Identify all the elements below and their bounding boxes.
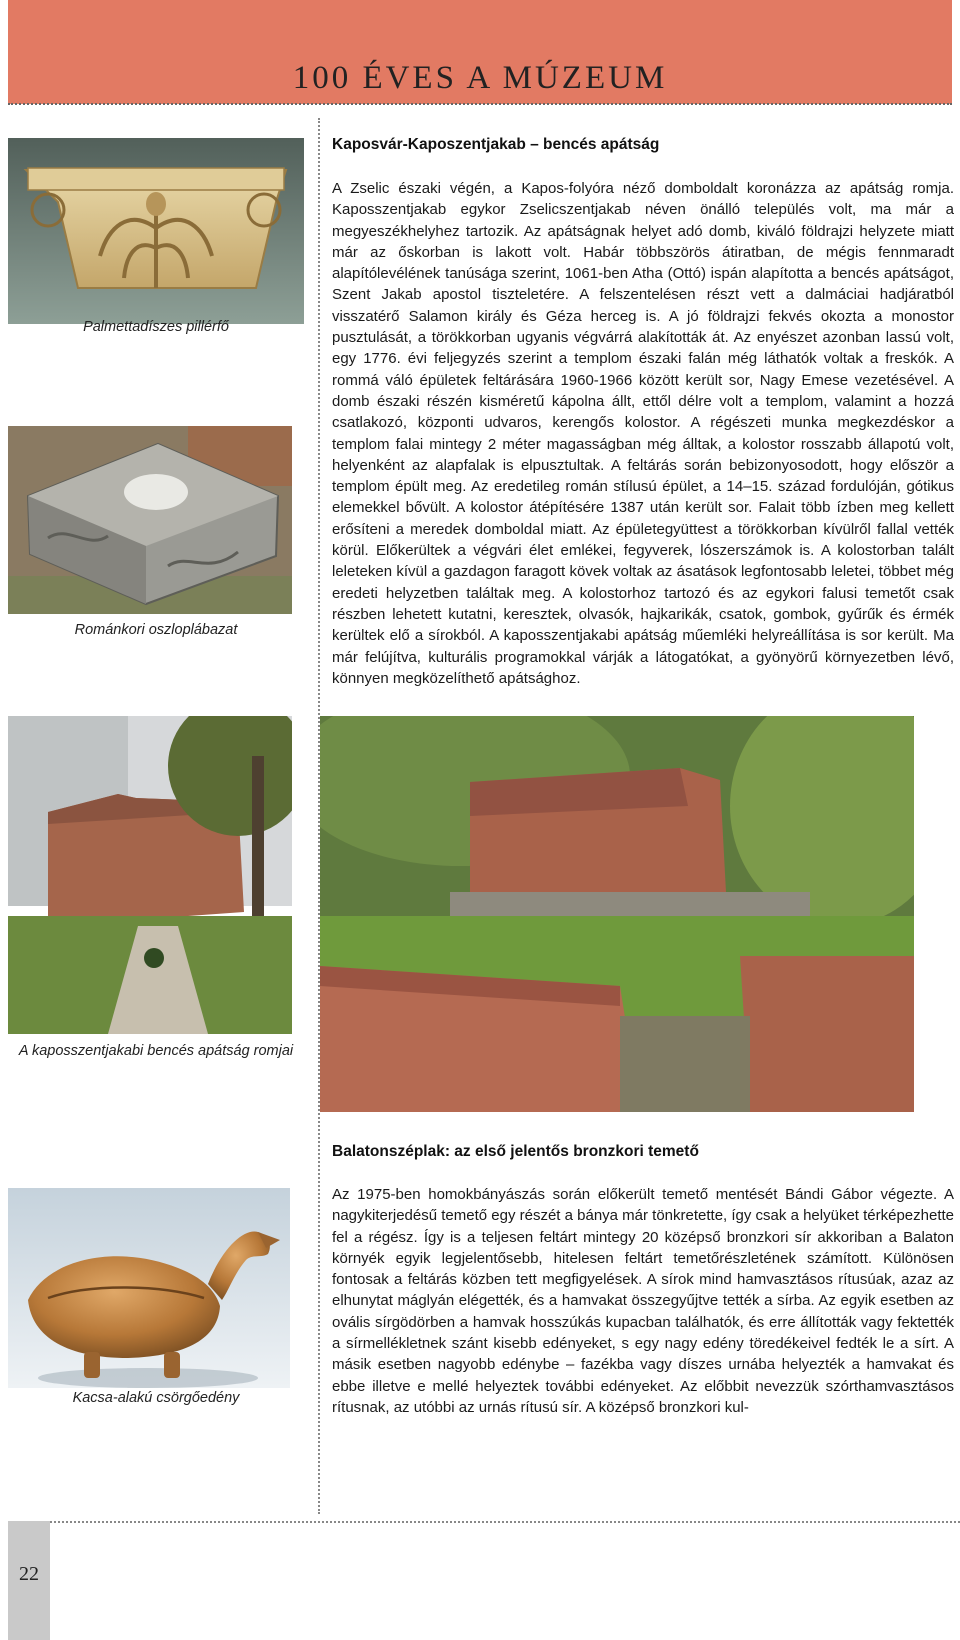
header-divider bbox=[8, 103, 952, 105]
base-photo bbox=[8, 426, 292, 614]
page-number: 22 bbox=[19, 1563, 39, 1585]
section-body: A Zselic északi végén, a Kapos-folyóra néző domboldalt koronázza az apátság romja. Kaposszentjakab egykor Zselicszentjakab néven önálló település volt, ma már a megyeszékhelyhez tartozik. Az apátságnak helyet adó domb, kiváló földrajzi helyzete miatt már az őskorban is lakott volt. Habár többszörös átiratban, de mégis fennmaradt alapítólevélének tanúsága szerint, 1061-ben Atha (Ottó) ispán alapította a bencés apátságot, Szent Jakab apostol tiszteletére. A felszentelésen részt vett a dalmáciai hadjáratból visszatérő Salamon király és Géza herceg is. A jó földrajzi fekvés okozta a monostor pusztulását, a törökkorban ugyanis végvárrá alakították át. Az enyészet azonban lassú volt, egy 1776. évi feljegyzés szerint a templom északi falán még láthatók voltak a freskók. A rommá váló épületek feltárására 1960-1966 között került sor, Nagy Emese vezetésével. A domb északi részén kisméretű kápolna állt, ettől délre volt a templom, valamint a hozzá csatlakozó, központi udvaros, kerengős kolostor. A régészeti munka megkezdéskor a templom falai mintegy 2 méter magasságban még álltak, a kolostor rosszabb állapotú volt, helyenként az alapfalak is elpusztultak. A feltárás során bebizonyosodott, hogy először a templom épült meg. Az eredetileg román stílusú épület, a 14–15. század fordulóján, gótikus elemekkel bővült. A kolostor átépítésére 1387 után került sor. Falait több ízben meg kellett erősíteni a meredek domboldal miatt. Az épületegyüttest a törökkorban kívülről fallal vették körül. Előkerültek a végvári élet emlékei, fegyverek, lószerszámok is. A kolostorban talált leleteken kívül a gazdagon faragott kövek voltak az ásatások legfontosabb leletei, többet még eredeti helyzetben találtak meg. A kolostorhoz tartozó és az egykori falusi temetőt csak részben lehetett kutatni, keresztek, olvasók, hajkarikák, csatok, gombok, gyűrűk és érmék kerültek elő a sírokból. A kaposszentjakabi apátság műemléki helyreállítása is sor került. Ma már felújítva, kulturális programokkal várják a látogatókat, a gyönyörű környezetben lévő, könnyen megközelíthető apátsághoz. bbox=[332, 180, 954, 687]
footer-divider bbox=[50, 1521, 960, 1523]
header-band bbox=[8, 0, 952, 104]
ruins-photo-left bbox=[8, 716, 292, 1034]
section-body: Az 1975-ben homokbányászás során előkerült temető mentését Bándi Gábor végezte. A nagykiterjedésű temető egy részét a bánya már tönkretette, így csak a helyüket térképezhette fel a régész. Így is a teljesen feltárt mintegy 20 középső bronzkori sír akkoriban a Balaton környék egyik legjelentősebb, hitelesen feltárt temetőrészletének számított. Különösen fontosak a feltárás közben tett megfigyelések. A sírok mind hamvasztásos rítusúak, azaz az elhunytat máglyán elégették, és a hamvakat összegyűjtve tették a sírba. Az egyik esetben az ovális sírgödörben a hamvak hosszúkás kupacban találhatók, és erre állították vagy fektették a sírmellékletnek szánt kisebb edényeket, s egy nagy edény töredékeivel fedték le a sírt. A másik esetben nagyobb edénybe – fazékba vagy díszes urnába helyezték a hamvakat és ebbe illetve e mellé helyeztek további edényeket. Az előbbit nevezzük szórthamvasztásos rítusnak, az utóbbi az urnás rítusú sír. A középső bronzkori kul- bbox=[332, 1186, 955, 1416]
ruins-photo-right bbox=[320, 716, 914, 1112]
base-caption: Románkori oszloplábazat bbox=[74, 622, 238, 638]
vessel-caption: Kacsa-alakú csörgőedény bbox=[72, 1390, 240, 1406]
section-title: Kaposvár-Kaposzentjakab – bencés apátság bbox=[332, 136, 660, 153]
section-title: Balatonszéplak: az első jelentős bronzkori temető bbox=[332, 1143, 699, 1160]
vessel-photo bbox=[8, 1188, 290, 1388]
ruins-caption: A kaposszentjakabi bencés apátság romjai bbox=[18, 1043, 294, 1059]
capital-photo bbox=[8, 138, 304, 324]
page-title: 100 ÉVES A MÚZEUM bbox=[292, 60, 668, 96]
capital-caption: Palmettadíszes pillérfő bbox=[83, 319, 229, 335]
